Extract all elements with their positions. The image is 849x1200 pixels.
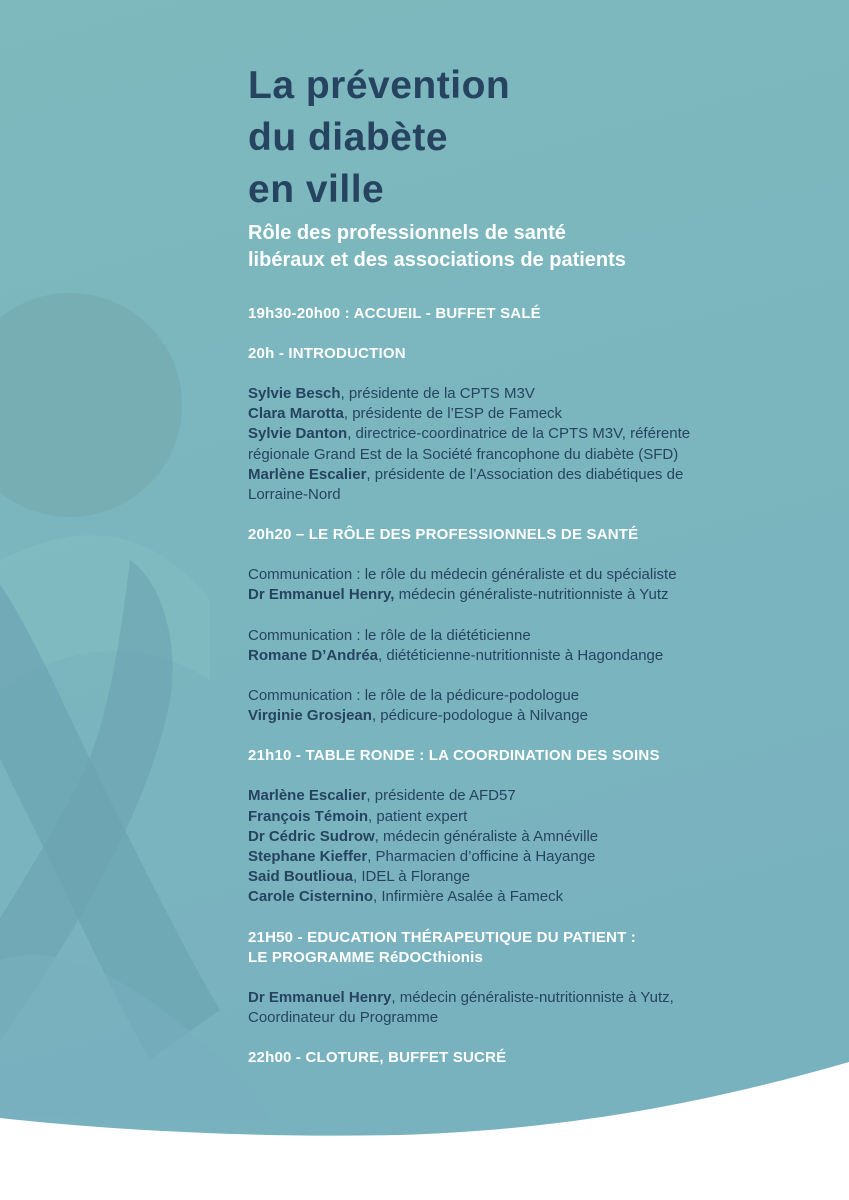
speaker-name: Virginie Grosjean bbox=[248, 707, 372, 725]
speaker-name: Marlène Escalier bbox=[248, 787, 367, 805]
speaker-line bbox=[248, 585, 838, 605]
speaker-role: , IDEL à Florange bbox=[353, 868, 471, 886]
speaker-line bbox=[248, 847, 838, 867]
etp-speakers bbox=[248, 988, 838, 1028]
speaker-line bbox=[248, 827, 838, 847]
speaker-role: , diététicienne-nutritionniste à Hagondange bbox=[378, 646, 664, 664]
program-sections bbox=[248, 304, 838, 1068]
speaker-role: , directrice-coordinatrice de la CPTS M3V, référente bbox=[347, 425, 691, 443]
speaker-line bbox=[248, 465, 838, 485]
speaker-line bbox=[248, 786, 838, 806]
speaker-name: Dr Cédric Sudrow bbox=[248, 827, 375, 845]
speaker-line bbox=[248, 404, 838, 424]
speaker-line bbox=[248, 887, 838, 907]
speaker-role: médecin généraliste-nutritionniste à Yutz bbox=[394, 586, 669, 604]
speaker-role: , médecin généraliste à Amnéville bbox=[374, 827, 599, 845]
speaker-name: Said Boutlioua bbox=[248, 868, 353, 886]
speaker-name: Marlène Escalier bbox=[248, 465, 367, 483]
heading-line: LE PROGRAMME RéDOCthionis bbox=[248, 948, 484, 966]
speaker-name: Sylvie Besch bbox=[248, 385, 341, 402]
speaker-name: François Témoin bbox=[248, 807, 369, 825]
speaker-line bbox=[248, 988, 838, 1008]
speaker-role: , Pharmacien d’officine à Hayange bbox=[367, 848, 596, 866]
talk-topic: Communication : le rôle du médecin généraliste et du spécialiste bbox=[248, 566, 677, 584]
subtitle-line: Rôle des professionnels de santé bbox=[248, 222, 566, 244]
talk-topic: Communication : le rôle de la pédicure-podologue bbox=[248, 687, 580, 705]
subtitle bbox=[248, 220, 838, 274]
section-heading-table-ronde: 21h10 - TABLE RONDE : LA COORDINATION DES SOINS bbox=[248, 747, 660, 765]
speaker-role: , médecin généraliste-nutritionniste à Yutz, bbox=[391, 988, 674, 1006]
heading-line: 21H50 - EDUCATION THÉRAPEUTIQUE DU PATIENT : bbox=[248, 928, 636, 946]
speaker-line-continued bbox=[248, 1008, 838, 1028]
section-heading-accueil: 19h30-20h00 : ACCUEIL - BUFFET SALÉ bbox=[248, 305, 541, 322]
speaker-line bbox=[248, 424, 838, 444]
talk-item bbox=[248, 626, 838, 666]
speaker-line-continued bbox=[248, 445, 838, 465]
speaker-role: , présidente de l’Association des diabétiques de bbox=[366, 465, 684, 483]
speaker-role: , présidente de AFD57 bbox=[366, 787, 516, 805]
speaker-name: Romane D’Andréa bbox=[248, 646, 379, 664]
section-heading-role: 20h20 – LE RÔLE DES PROFESSIONNELS DE SANTÉ bbox=[248, 526, 639, 544]
speaker-role: , présidente de l’ESP de Fameck bbox=[343, 405, 563, 423]
speaker-role: , patient expert bbox=[368, 807, 468, 825]
introduction-speakers bbox=[248, 384, 838, 505]
section-heading-cloture: 22h00 - CLOTURE, BUFFET SUCRÉ bbox=[248, 1049, 507, 1067]
speaker-name: Sylvie Danton bbox=[248, 425, 348, 443]
speaker-line-continued bbox=[248, 485, 838, 505]
speaker-role: , pédicure-podologue à Nilvange bbox=[371, 707, 588, 725]
speaker-role: , Infirmière Asalée à Fameck bbox=[373, 888, 564, 906]
speaker-name: Clara Marotta bbox=[248, 405, 344, 423]
speaker-line bbox=[248, 646, 838, 666]
section-heading-etp bbox=[248, 928, 838, 968]
speaker-name: Dr Emmanuel Henry bbox=[248, 988, 392, 1006]
talk-topic: Communication : le rôle de la diététicienne bbox=[248, 626, 531, 644]
section-heading-introduction: 20h - INTRODUCTION bbox=[248, 345, 406, 362]
talk-item bbox=[248, 686, 838, 726]
speaker-line bbox=[248, 867, 838, 887]
speaker-role: , présidente de la CPTS M3V bbox=[340, 385, 535, 402]
speaker-line bbox=[248, 807, 838, 827]
title-line: La prévention bbox=[248, 64, 511, 107]
speaker-role: régionale Grand Est de la Société francophone du diabète (SFD) bbox=[248, 445, 679, 463]
speaker-line bbox=[248, 384, 838, 404]
title-line: du diabète bbox=[248, 116, 449, 159]
speaker-name: Dr Emmanuel Henry, bbox=[248, 586, 395, 604]
content-column bbox=[248, 60, 838, 1068]
subtitle-line: libéraux et des associations de patients bbox=[248, 249, 626, 271]
speaker-role: Lorraine-Nord bbox=[248, 486, 341, 504]
speaker-line bbox=[248, 706, 838, 726]
title-line: en ville bbox=[248, 168, 385, 211]
table-ronde-speakers bbox=[248, 786, 838, 907]
main-title bbox=[248, 60, 838, 216]
talk-item bbox=[248, 565, 838, 605]
speaker-name: Carole Cisternino bbox=[248, 888, 374, 906]
speaker-role: Coordinateur du Programme bbox=[248, 1008, 439, 1026]
speaker-name: Stephane Kieffer bbox=[248, 848, 368, 866]
